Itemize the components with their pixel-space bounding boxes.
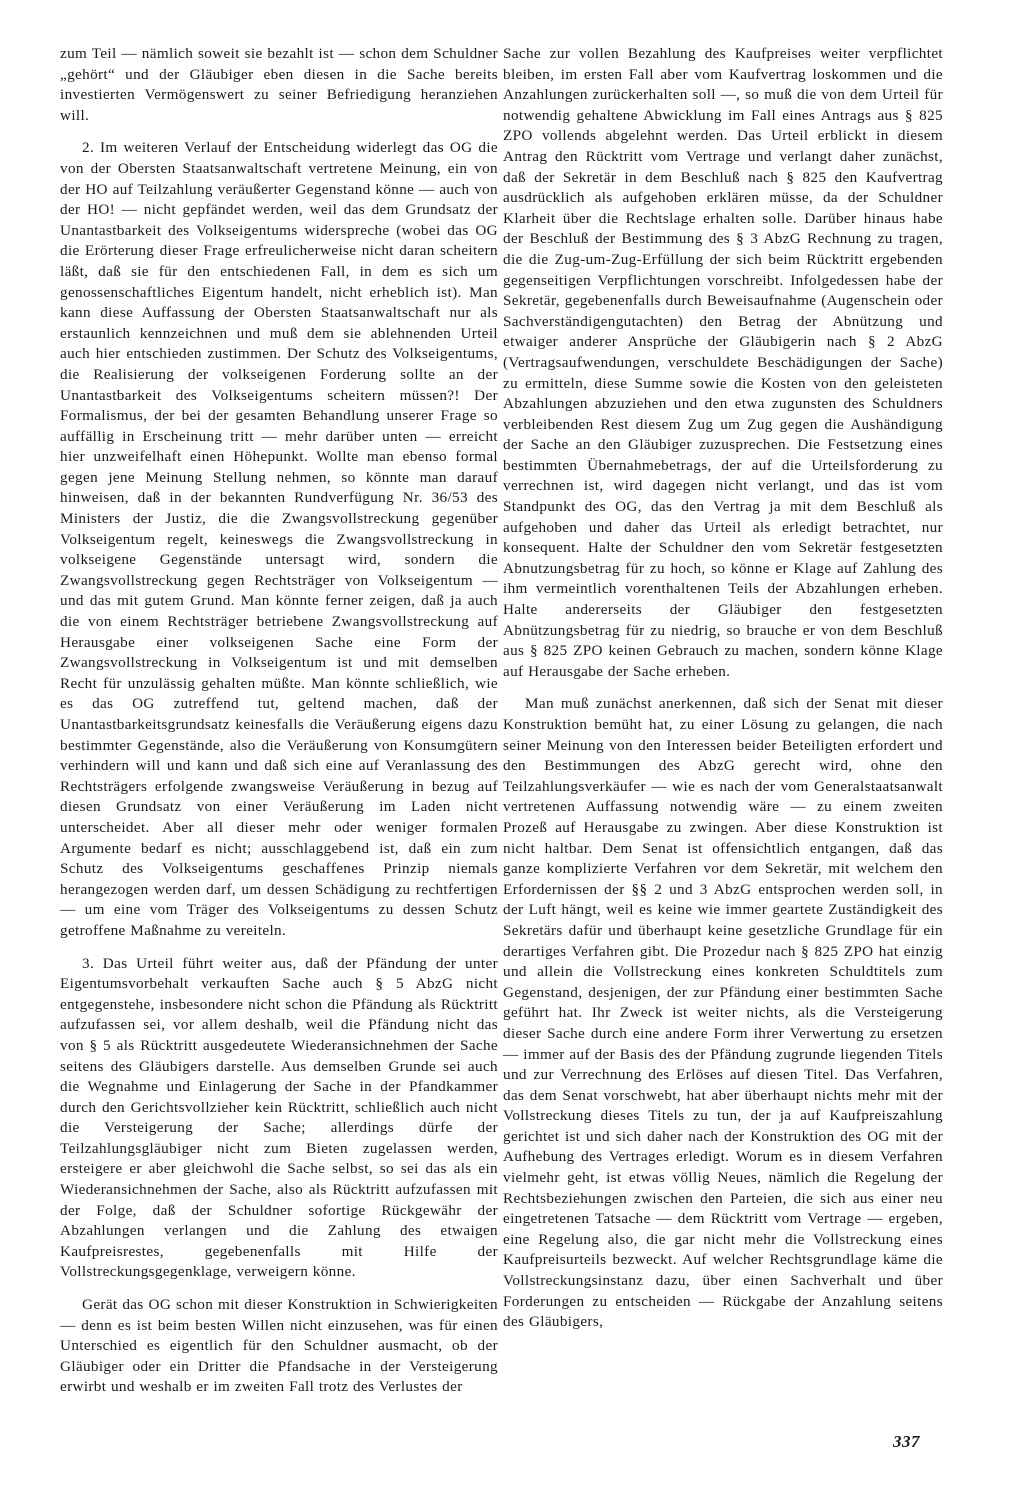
paragraph: zum Teil — nämlich soweit sie bezahlt ist — schon dem Schuldner „gehört“ und der Gläubiger eben diesen in die Sache bereits investierten Vermögenswert zu seiner Befriedigung heranziehen will. bbox=[60, 45, 498, 124]
paragraph: Gerät das OG schon mit dieser Konstruktion in Schwierigkeiten — denn es ist beim besten Willen nicht einzusehen, was für einen Unterschied es eigentlich für den Schuldner ausmacht, ob der Gläubiger oder ein Dritter die Pfandsache in der Versteigerung erwirbt und weshalb er im zweiten Fall trotz des Verlustes der bbox=[60, 1296, 498, 1396]
paragraph: 2. Im weiteren Verlauf der Entscheidung widerlegt das OG die von der Obersten Staatsanwaltschaft vertretene Meinung, ein von der HO auf Teilzahlung veräußerter Gegenstand könne — auch von der HO! — nicht gepfändet werden, weil das dem Grundsatz der Unantastbarkeit des Volkseigentums widerspreche (wobei das OG die Erörterung dieser Frage erfreulicherweise nicht daran scheitern läßt, daß sie für den entschiedenen Fall, in dem es sich um genossenschaftliches Eigentum handelt, nicht erheblich ist). Man kann diese Auffassung der Obersten Staatsanwaltschaft nur als erstaunlich kennzeichnen und muß dem sie ablehnenden Urteil auch hier entschieden zustimmen. Der Schutz des Volkseigentums, die Realisierung der volkseigenen Forderung sollte an der Unantastbarkeit des Volkseigentums scheitern müssen?! Der Formalismus, der bei der gesamten Behandlung unserer Frage so auffällig in Erscheinung tritt — mehr darüber unten — erreicht hier unzweifelhaft einen Höhepunkt. Wollte man ebenso formal gegen jene Meinung Stellung nehmen, so könnte man darauf hinweisen, daß in der bekannten Rundverfügung Nr. 36/53 des Ministers der Justiz, die die Zwangsvollstreckung gegenüber Volkseigentum regelt, keineswegs die Zwangsvollstreckung in volkseigene Gegenstände untersagt wird, sondern die Zwangsvollstreckung gegen Rechtsträger von Volkseigentum — und das mit gutem Grund. Man könnte ferner zeigen, daß ja auch die von einem Rechtsträger betriebene Zwangsvollstreckung auf Herausgabe einer volkseigenen Sache eine Form der Zwangsvollstreckung in Volkseigentum ist und mit demselben Recht für unzulässig gehalten müßte. Man könnte schließlich, wie es das OG zutreffend tut, geltend machen, daß der Unantastbarkeitsgrundsatz keinesfalls die Veräußerung eigens dazu bestimmter Gegenstände, also die Veräußerung von Konsumgütern verhindern will und kann und daß sich eine auf Veranlassung des Rechtsträgers erfolgende zwangsweise Veräußerung in bezug auf diesen Grundsatz von einer Veräußerung im Laden nicht unterscheidet. Aber all dieser mehr oder weniger formalen Argumente bedarf es nicht; ausschlaggebend ist, daß ein zum Schutz des Volkseigentums geschaffenes Prinzip niemals herangezogen werden darf, um dessen Schädigung zu rechtfertigen — um eine vom Träger des Volkseigentums zu dessen Schutz getroffene Maßnahme zu vereiteln. bbox=[60, 139, 498, 939]
paragraph: 3. Das Urteil führt weiter aus, daß der Pfändung der unter Eigentumsvorbehalt verkauften Sache auch § 5 AbzG nicht entgegenstehe, insbesondere nicht schon die Pfändung als Rücktritt aufzufassen sei, vor allem deshalb, weil die Pfändung nicht das von § 5 als Rücktritt ausgedeutete Wiederansichnehmen der Sache seitens des Gläubigers darstelle. Aus demselben Grunde sei auch die Wegnahme und Einlagerung der Sache in der Pfandkammer durch den Gerichtsvollzieher kein Rücktritt, schließlich auch nicht die Versteigerung der Sache; allerdings dürfe der Teilzahlungsgläubiger nicht zum Bieten zugelassen werden, ersteigere er aber gleichwohl die Sache selbst, so sei das als ein Wiederansichnehmen der Sache, also als Rücktritt aufzufassen mit der Folge, daß der Schuldner sofortige Rückgewähr der Abzahlungen verlangen und die Zahlung des etwaigen Kaufpreisrestes, gegebenenfalls mit Hilfe der Vollstreckungsgegenklage, verweigern könne. bbox=[60, 954, 498, 1281]
left-text-column bbox=[60, 44, 498, 1410]
right-text-column bbox=[503, 44, 943, 1345]
paragraph: Man muß zunächst anerkennen, daß sich der Senat mit dieser Konstruktion bemüht hat, zu einer Lösung zu gelangen, die nach seiner Meinung von den Interessen beider Beteiligten erfordert und den Bestimmungen des AbzG gerecht wird, ohne den Teilzahlungsverkäufer — wie es nach der vom Generalstaatsanwalt vertretenen Auffassung notwendig wäre — zu einem zweiten Prozeß auf Herausgabe zu zwingen. Aber diese Konstruktion ist nicht haltbar. Dem Senat ist offensichtlich entgangen, daß das ganze komplizierte Verfahren vor dem Sekretär, mit welchem den Erfordernissen der §§ 2 und 3 AbzG entsprochen werden soll, in der Luft hängt, weil es keine wie immer geartete Zuständigkeit des Sekretärs dafür und überhaupt keine gesetzliche Grundlage für ein derartiges Verfahren gibt. Die Prozedur nach § 825 ZPO hat einzig und allein die Vollstreckung eines konkreten Schuldtitels zum Gegenstand, desjenigen, der zur Pfändung einer bestimmten Sache geführt hat. Ihr Zweck ist weiter nichts, als die Versteigerung dieser Sache durch eine andere Form ihrer Verwertung zu ersetzen — immer auf der Basis des der Pfändung zugrunde liegenden Titels und zur Verrechnung des Erlöses auf diesen Titel. Das Verfahren, das dem Senat vorschwebt, hat aber überhaupt nichts mehr mit der Vollstreckung dieses Titels zu tun, der ja auf Kaufpreiszahlung gerichtet ist und sich daher nach der Konstruktion des OG mit der Aufhebung des Vertrages erledigt. Worum es in diesem Verfahren vielmehr geht, ist etwas völlig Neues, nämlich die Regelung der Rechtsbeziehungen zwischen den Parteien, die sich aus einer neu eingetretenen Tatsache — dem Rücktritt vom Vertrage — ergeben, eine Regelung also, die gar nicht mehr die Vollstreckung eines Kaufpreisurteils bezweckt. Auf welcher Rechtsgrundlage käme die Vollstreckungsinstanz dazu, über einen Sachverhalt und über Forderungen zu entscheiden — Rückgabe der Anzahlung seitens des Gläubigers, bbox=[503, 695, 943, 1331]
paragraph: Sache zur vollen Bezahlung des Kaufpreises weiter verpflichtet bleiben, im ersten Fall aber vom Kaufvertrag loskommen und die Anzahlungen zurückerhalten soll —, so muß die von dem Urteil für notwendig gehaltene Abwicklung im Fall eines Antrags aus § 825 ZPO vollends abgelehnt werden. Das Urteil erblickt in diesem Antrag den Rücktritt vom Vertrage und verlangt daher zunächst, daß der Sekretär in dem Beschluß nach § 825 den Kaufvertrag ausdrücklich als aufgehoben erklären müsse, da der Schuldner Klarheit über die Rechtslage erhalten solle. Darüber hinaus habe der Beschluß der Bestimmung des § 3 AbzG Rechnung zu tragen, die die Zug-um-Zug-Erfüllung der sich beim Rücktritt ergebenden gegenseitigen Verpflichtungen vorschreibt. Infolgedessen habe der Sekretär, gegebenenfalls durch Beweisaufnahme (Augenschein oder Sachverständigengutachten) den Betrag der Abnützung und etwaiger anderer Ansprüche der Gläubigerin nach § 2 AbzG (Vertragsaufwendungen, verschuldete Beschädigungen der Sache) zu ermitteln, diese Summe sowie die Kosten von den geleisteten Abzahlungen abzuziehen und den etwa zugunsten des Schuldners verbleibenden Rest diesem Zug um Zug gegen die Aushändigung der Sache an den Gläubiger zuzusprechen. Die Festsetzung eines bestimmten Übernahmebetrags, der auf die Urteilsforderung zu verrechnen ist, wird dagegen nicht verlangt, und das ist vom Standpunkt des OG, das den Vertrag ja mit dem Beschluß als aufgehoben und daher das Urteil als erledigt betrachtet, nur konsequent. Halte der Schuldner den vom Sekretär festgesetzten Abnutzungsbetrag für zu hoch, so könne er Klage auf Zahlung des ihm vermeintlich vorenthaltenen Teils der Abzahlungen erheben. Halte andererseits der Gläubiger den festgesetzten Abnützungsbetrag für zu niedrig, so brauche er von dem Beschluß aus § 825 ZPO keinen Gebrauch zu machen, sondern könne Klage auf Herausgabe der Sache erheben. bbox=[503, 45, 943, 680]
page-number: 337 bbox=[893, 1432, 920, 1451]
